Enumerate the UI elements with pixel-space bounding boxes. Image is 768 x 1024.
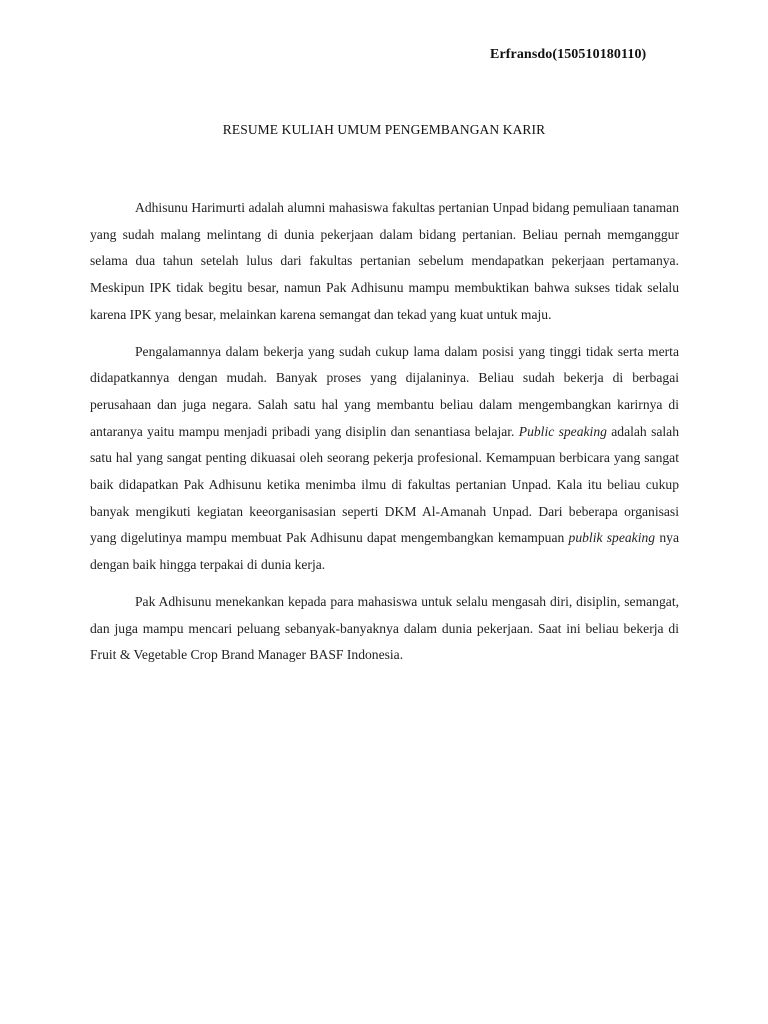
document-body [90,195,679,679]
paragraph-2-part-1: Pengalamannya dalam bekerja yang sudah cukup lama dalam posisi yang tinggi tidak serta merta didapatkannya dengan mudah. Banyak proses yang dijalaninya. Beliau sudah bekerja di berbagai perusahaan dan juga negara. Salah satu hal yang membantu beliau dalam mengembangkan karirnya di antaranya yaitu mampu menjadi pribadi yang disiplin dan senantiasa belajar. [90,343,679,439]
paragraph-1: Adhisunu Harimurti adalah alumni mahasiswa fakultas pertanian Unpad bidang pemuliaan tanaman yang sudah malang melintang di dunia pekerjaan dalam bidang pertanian. Beliau pernah memganggur selama dua tahun setelah lulus dari fakultas pertanian sebelum mendapatkan pekerjaan pertamanya. Meskipun IPK tidak begitu besar, namun Pak Adhisunu mampu membuktikan bahwa sukses tidak selalu karena IPK yang besar, melainkan karena semangat dan tekad yang kuat untuk maju. [90,200,679,322]
document-title: RESUME KULIAH UMUM PENGEMBANGAN KARIR [222,122,546,137]
paragraph-2-emphasis-1: Public speaking [518,423,607,439]
paragraph-2 [90,339,679,579]
paragraph-2-emphasis-2: publik speaking [568,530,656,546]
paragraph-3: Pak Adhisunu menekankan kepada para mahasiswa untuk selalu mengasah diri, disiplin, semangat, dan juga mampu mencari peluang sebanyak-banyaknya dalam dunia pekerjaan. Saat ini beliau bekerja di Fruit & Vegetable Crop Brand Manager BASF Indonesia. [90,593,679,663]
author-name: Erfransdo(150510180110) [490,47,647,62]
paragraph-2-part-3: nya dengan baik hingga terpakai di dunia kerja. [90,530,679,573]
paragraph-2-part-2: adalah salah satu hal yang sangat penting dikuasai oleh seorang pekerja profesional. Kemampuan berbicara yang sangat baik didapatkan Pak Adhisunu ketika menimba ilmu di fakultas pertanian Unpad. Kala itu beliau cukup banyak mengikuti kegiatan keeorganisasian seperti DKM Al-Amanah Unpad. Dari beberapa organisasi yang digelutinya mampu membuat Pak Adhisunu dapat mengembangkan kemampuan [90,423,679,546]
